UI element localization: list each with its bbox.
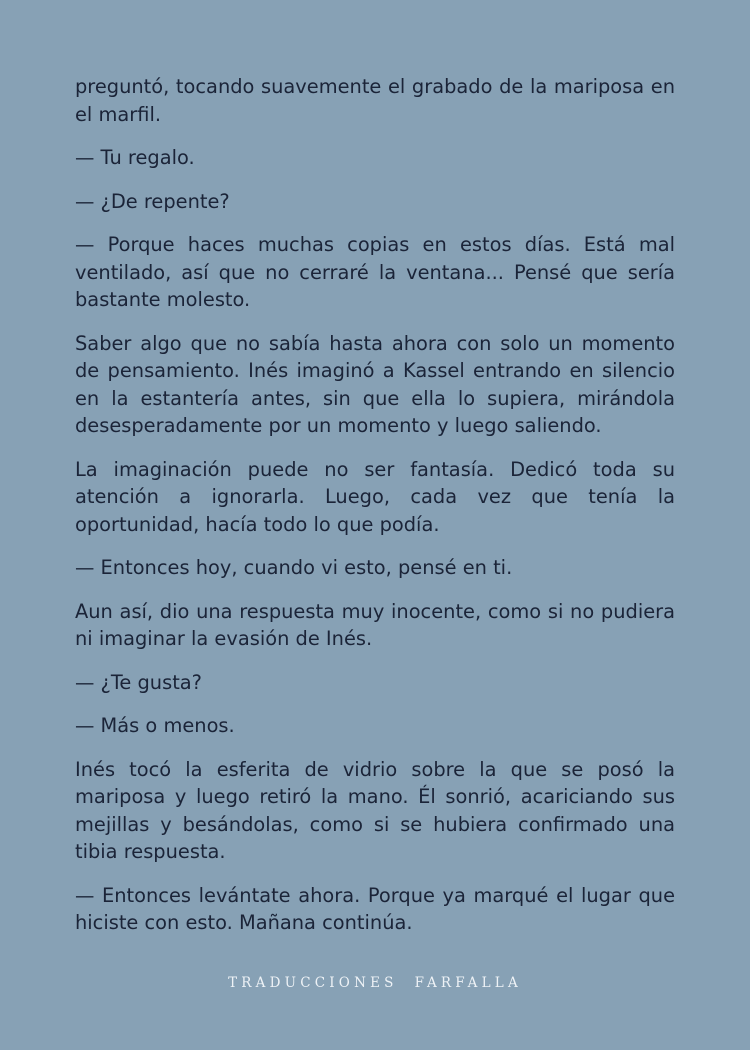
body-text [75, 73, 675, 953]
dialogue-line: — ¿De repente? [75, 189, 230, 213]
paragraph: Inés tocó la esferita de vidrio sobre la que se posó la mariposa y luego retiró la mano. Él sonrió, acariciando sus mejillas y besándolas, como si se hubiera confirmado una tibia respuesta. [75, 757, 675, 863]
dialogue-line: — Entonces hoy, cuando vi esto, pensé en ti. [75, 556, 513, 579]
paragraph: La imaginación puede no ser fantasía. Dedicó toda su atención a ignorarla. Luego, cada vez que tenía la oportunidad, hacía todo lo que podía. [75, 457, 675, 536]
footer-credit: TRADUCCIONES FARFALLA [228, 975, 522, 991]
paragraph: preguntó, tocando suavemente el grabado de la mariposa en el marfil. [75, 75, 675, 126]
dialogue-line: — ¿Te gusta? [75, 670, 202, 694]
dialogue-line: — Tu regalo. [75, 146, 195, 169]
dialogue-line: — Porque haces muchas copias en estos días. Está mal ventilado, así que no cerraré la ventana... Pensé que sería bastante molesto. [75, 233, 675, 311]
dialogue-line: — Más o menos. [75, 714, 235, 737]
paragraph: Aun así, dio una respuesta muy inocente, como si no pudiera ni imaginar la evasión de Inés. [75, 599, 675, 650]
paragraph: Saber algo que no sabía hasta ahora con solo un momento de pensamiento. Inés imaginó a Kassel entrando en silencio en la estantería antes, sin que ella lo supiera, mirándola desesperadamente por un momento y luego saliendo. [75, 331, 675, 437]
dialogue-line: — Entonces levántate ahora. Porque ya marqué el lugar que hiciste con esto. Mañana continúa. [75, 883, 675, 934]
